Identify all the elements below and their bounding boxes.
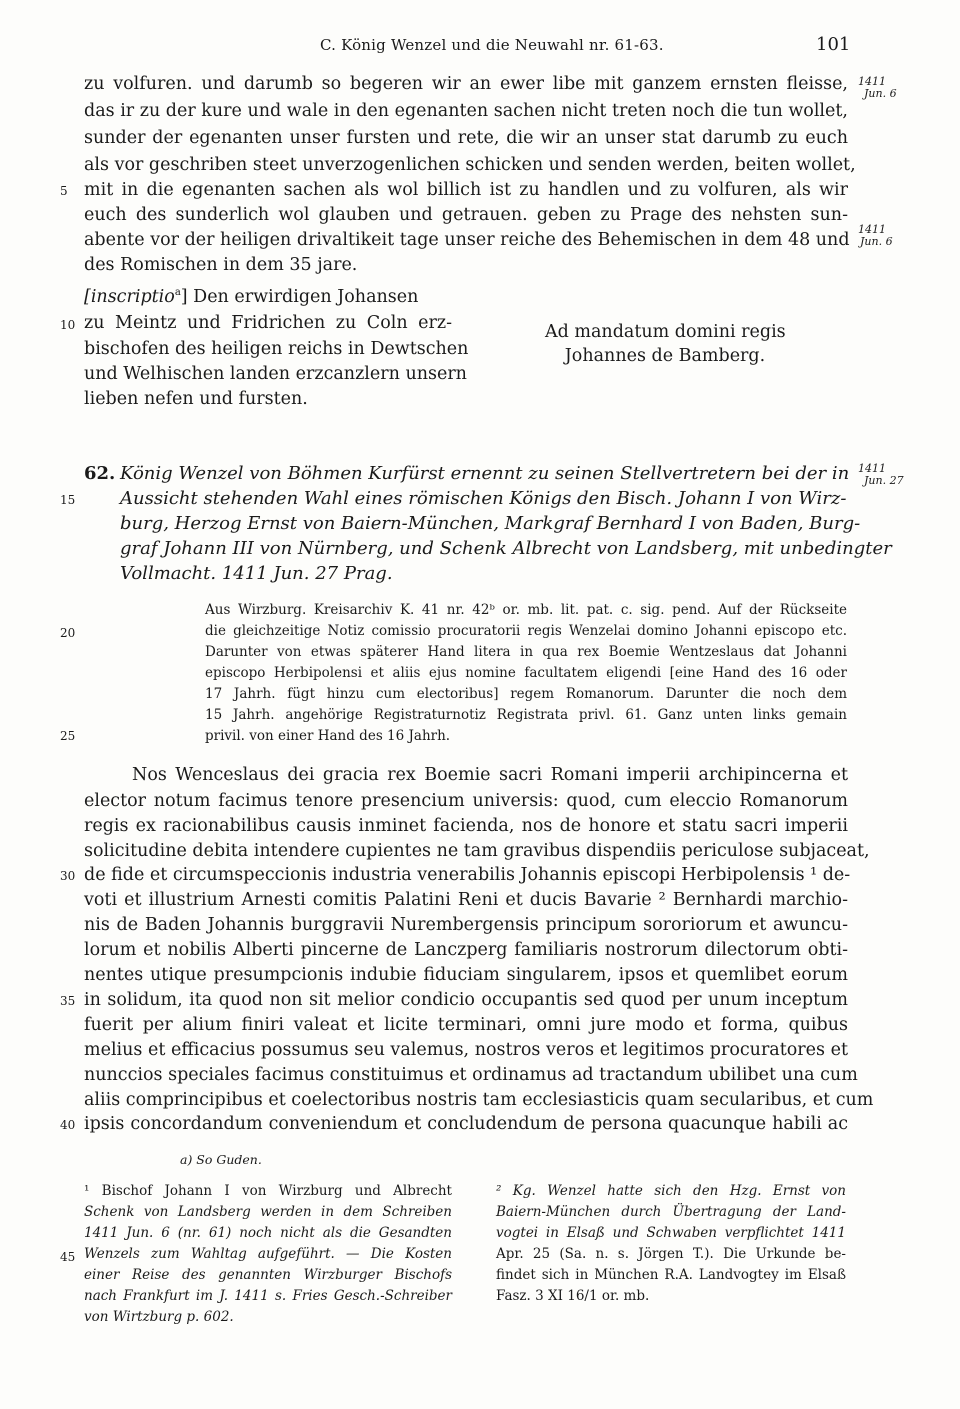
text-line: des Romischen in dem 35 jare. xyxy=(84,255,358,275)
regest-title-line: Aussicht stehenden Wahl eines römischen Königs den Bisch. Johann I von Wirz- xyxy=(120,488,847,509)
footnote-line: 1411 Jun. 6 (nr. 61) noch nicht als die Gesandten xyxy=(84,1225,452,1241)
line-number: 40 xyxy=(60,1118,76,1132)
text-line: das ir zu der kure und wale in den egenanten sachen nicht treten noch die tun wollet, xyxy=(84,101,848,121)
margin-day: Jun. 6 xyxy=(864,87,897,100)
textcritical-note: a) So Guden. xyxy=(180,1152,262,1167)
text-line: sunder der egenanten unser fursten und rete, die wir an unser stat darumb zu euch xyxy=(84,128,848,148)
body-line: in solidum, ita quod non sit melior condicio occupantis sed quod per unum inceptum xyxy=(84,990,848,1010)
footnote-line: Apr. 25 (Sa. n. s. Jörgen T.). Die Urkunde be- xyxy=(496,1246,846,1262)
text-line: als vor geschriben steet unverzogenlichen schicken und senden werden, beiten wollet, xyxy=(84,155,856,175)
body-line: elector notum facimus tenore presencium universis: quod, cum eleccio Romanorum xyxy=(84,791,848,811)
page-number: 101 xyxy=(816,34,851,55)
inscriptio-line: bischofen des heiligen reichs in Dewtschen xyxy=(84,339,469,359)
footnote-line: einer Reise des genannten Wirzburger Bischofs xyxy=(84,1267,452,1283)
inscriptio-line: zu Meintz und Fridrichen zu Coln erz- xyxy=(84,313,452,333)
archival-note-line: episcopo Herbipolensi et aliis ejus nomine facultatem eligendi [eine Hand des 16 oder xyxy=(205,665,847,681)
body-line: nis de Baden Johannis burggravii Nurembergensis principum sororiorum et awuncu- xyxy=(84,915,848,935)
inscriptio-line: [inscriptio$^a$] Den erwirdigen Johansen xyxy=(84,287,419,307)
margin-date xyxy=(858,224,893,248)
body-line: regis ex racionabilibus causis inminet facienda, nos de honore et statu sacri imperii xyxy=(84,816,848,836)
archival-note-line: Aus Wirzburg. Kreisarchiv K. 41 nr. 42ᵇ or. mb. lit. pat. c. sig. pend. Auf der Rückseite xyxy=(205,602,847,618)
line-number: 10 xyxy=(60,318,76,332)
body-line: Nos Wenceslaus dei gracia rex Boemie sacri Romani imperii archipincerna et xyxy=(132,765,848,785)
body-line: ipsis concordandum conveniendum et concludendum de persona quacunque habili ac xyxy=(84,1114,848,1134)
regest-title-line: König Wenzel von Böhmen Kurfürst ernennt zu seinen Stellvertretern bei der in xyxy=(120,463,850,484)
margin-date xyxy=(858,463,904,487)
archival-note-line: Darunter von etwas späterer Hand litera in qua rex Boemie Wentzeslaus dat Johanni xyxy=(205,644,847,660)
footnote-line: nach Frankfurt im J. 1411 s. Fries Gesch.-Schreiber xyxy=(84,1288,452,1304)
footnote-line: Fasz. 3 XI 16/1 or. mb. xyxy=(496,1288,650,1304)
line-number: 45 xyxy=(60,1250,76,1264)
margin-year: 1411 xyxy=(858,75,886,88)
line-number: 30 xyxy=(60,869,76,883)
line-number: 20 xyxy=(60,626,76,640)
body-line: nentes utique presumpcionis indubie fiduciam singularem, ipsos et quemlibet eorum xyxy=(84,965,848,985)
margin-date xyxy=(858,76,897,100)
text-line: euch des sunderlich wol glauben und getrauen. geben zu Prage des nehsten sun- xyxy=(84,205,848,225)
footnote-line: Wenzels zum Wahltag aufgeführt. — Die Kosten xyxy=(84,1246,452,1262)
archival-note-line: 15 Jahrh. angehörige Registraturnotiz Registrata privl. 61. Ganz unten links gemain xyxy=(205,707,847,723)
text-line: abente vor der heiligen drivaltikeit tage unser reiche des Behemischen in dem 48 und xyxy=(84,230,850,250)
inscriptio-line: lieben nefen und fursten. xyxy=(84,389,308,409)
footnote-line: ¹ Bischof Johann I von Wirzburg und Albrecht xyxy=(84,1183,452,1199)
archival-note-line: die gleichzeitige Notiz comissio procuratorii regis Wenzelai domino Johanni episcopo etc. xyxy=(205,623,847,639)
margin-year: 1411 xyxy=(858,223,886,236)
footnote-line: findet sich in München R.A. Landvogtey im Elsaß xyxy=(496,1267,846,1283)
regest-title-line: graf Johann III von Nürnberg, und Schenk Albrecht von Landsberg, mit unbedingter xyxy=(120,538,892,559)
body-line: solicitudine debita intendere cupientes ne tam gravibus dispendiis periculose subjaceat, xyxy=(84,841,870,861)
margin-day: Jun. 27 xyxy=(864,474,904,487)
archival-note-line: privil. von einer Hand des 16 Jahrh. xyxy=(205,728,451,744)
document-number: 62. xyxy=(84,463,116,484)
archival-note-line: 17 Jahrh. fügt hinzu cum electoribus] regem Romanorum. Darunter die noch dem xyxy=(205,686,847,702)
footnote-line: vogtei in Elsaß und Schwaben verpflichtet 1411 xyxy=(496,1225,846,1241)
footnote-line: von Wirtzburg p. 602. xyxy=(84,1309,234,1325)
regest-title-line: burg, Herzog Ernst von Baiern-München, Markgraf Bernhard I von Baden, Burg- xyxy=(120,513,861,534)
line-number: 15 xyxy=(60,493,76,507)
body-line: de fide et circumspeccionis industria venerabilis Johannis episcopi Herbipolensis ¹ de- xyxy=(84,865,851,885)
footnote-line: Schenk von Landsberg werden in dem Schreiben xyxy=(84,1204,452,1220)
footnote-line: ² Kg. Wenzel hatte sich den Hzg. Ernst von xyxy=(496,1183,846,1199)
footnote-line: Baiern-München durch Übertragung der Land- xyxy=(496,1204,846,1220)
body-line: nunccios speciales facimus constituimus et ordinamus ad tractandum ubilibet una cum xyxy=(84,1065,858,1085)
body-line: voti et illustrium Arnesti comitis Palatini Reni et ducis Bavarie ² Bernhardi marchio- xyxy=(84,890,848,910)
running-header: C. König Wenzel und die Neuwahl nr. 61-63. xyxy=(320,36,664,54)
line-number: 35 xyxy=(60,994,76,1008)
text-line: zu volfuren. und darumb so begeren wir an ewer libe mit ganzem ernsten fleisse, xyxy=(84,74,848,94)
line-number: 5 xyxy=(60,184,68,198)
text-line: mit in die egenanten sachen als wol billich ist zu handlen und zu volfuren, als wir xyxy=(84,180,848,200)
line-number: 25 xyxy=(60,729,76,743)
body-line: aliis comprincipibus et coelectoribus nostris tam ecclesiasticis quam secularibus, et cum xyxy=(84,1090,874,1110)
mandatum-note: Ad mandatum domini regis Johannes de Bamberg. xyxy=(545,322,786,366)
margin-day: Jun. 6 xyxy=(860,235,893,248)
body-line: fuerit per alium finiri valeat et licite terminari, omni jure modo et forma, quibus xyxy=(84,1015,848,1035)
body-line: melius et efficacius possumus seu valemus, nostros veros et legitimos procuratores et xyxy=(84,1040,848,1060)
regest-title-line: Vollmacht. 1411 Jun. 27 Prag. xyxy=(120,563,393,584)
body-line: lorum et nobilis Alberti pincerne de Lanczperg familiaris nostrorum dilectorum obti- xyxy=(84,940,848,960)
inscriptio-line: und Welhischen landen erzcanzlern unsern xyxy=(84,364,467,384)
margin-year: 1411 xyxy=(858,462,886,475)
